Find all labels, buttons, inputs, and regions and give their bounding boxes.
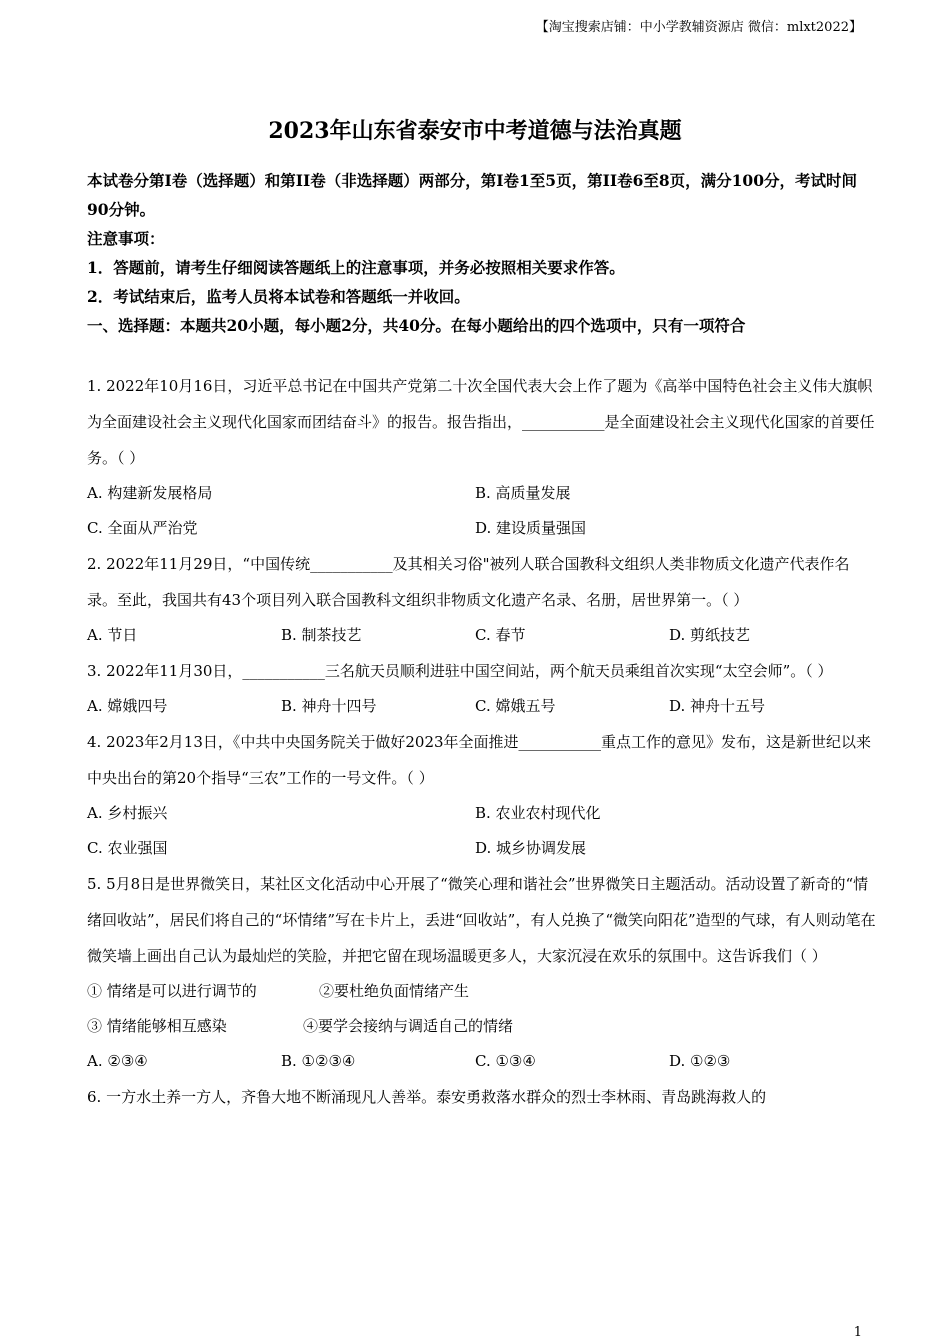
option-d: D. 神舟十五号 xyxy=(669,697,766,715)
question-1-stem: 1. 2022年10月16日，习近平总书记在中国共产党第二十次全国代表大会上作了题为《高举中国特色社会主义伟大旗帜为全面建设社会主义现代化国家而团结奋斗》的报告。报告指出，___________是全面建设社会主义现代化国家的首要任务。（ ） xyxy=(87,377,875,467)
option-a: A. 构建新发展格局 xyxy=(87,484,213,502)
question-4-options xyxy=(87,796,877,831)
statement-3: ③ 情绪能够相互感染 xyxy=(87,1017,227,1035)
notice-item-2: 2．考试结束后，监考人员将本试卷和答题纸一并收回。 xyxy=(87,287,470,306)
question-1-options xyxy=(87,476,877,511)
question-6-stem: 6. 一方水土养一方人，齐鲁大地不断涌现凡人善举。泰安勇救落水群众的烈士李林雨、青岛跳海救人的 xyxy=(87,1088,767,1106)
statement-4: ④要学会接纳与调适自己的情绪 xyxy=(303,1017,514,1035)
option-c: C. 全面从严治党 xyxy=(87,519,198,537)
page-title: 2023年山东省泰安市中考道德与法治真题 xyxy=(268,118,682,144)
question-5-statements xyxy=(87,1009,877,1044)
question-5-stem: 5. 5月8日是世界微笑日，某社区文化活动中心开展了“微笑心理和谐社会”世界微笑日主题活动。活动设置了新奇的“情绪回收站”，居民们将自己的“坏情绪”写在卡片上，丢进“回收站”，有人兑换了“微笑向阳花”造型的气球，有人则动笔在微笑墙上画出自己认为最灿烂的笑脸，并把它留在现场温暖更多人，大家沉浸在欢乐的氛围中。这告诉我们（ ） xyxy=(87,875,876,965)
statement-2: ②要杜绝负面情绪产生 xyxy=(319,982,470,1000)
question-list xyxy=(87,368,877,1115)
section-heading: 一、选择题：本题共20小题，每小题2分，共40分。在每小题给出的四个选项中，只有一项符合 xyxy=(87,316,746,335)
option-a: A. 乡村振兴 xyxy=(87,804,168,822)
exam-instructions xyxy=(87,166,862,340)
question-5-options xyxy=(87,1044,877,1079)
question-3-stem: 3. 2022年11月30日，___________三名航天员顺利进驻中国空间站，两个航天员乘组首次实现“太空会师”。（ ） xyxy=(87,662,833,680)
option-d: D. 城乡协调发展 xyxy=(475,839,587,857)
header-note: 【淘宝搜索店铺：中小学教辅资源店 微信：mlxt2022】 xyxy=(535,20,862,35)
option-b: B. 神舟十四号 xyxy=(281,697,377,715)
notice-item-1: 1．答题前，请考生仔细阅读答题纸上的注意事项，并务必按照相关要求作答。 xyxy=(87,258,625,277)
question-4-stem: 4. 2023年2月13日，《中共中央国务院关于做好2023年全面推进___________重点工作的意见》发布，这是新世纪以来中央出台的第20个指导“三农”工作的一号文件。（ ） xyxy=(87,733,872,787)
option-c: C. ①③④ xyxy=(475,1052,536,1070)
option-d: D. ①②③ xyxy=(669,1052,731,1070)
option-b: B. ①②③④ xyxy=(281,1052,356,1070)
question-2-stem: 2. 2022年11月29日，“中国传统___________及其相关习俗"被列人联合国教科文组织人类非物质文化遗产代表作名录。至此，我国共有43个项目列入联合国教科文组织非物质文化遗产名录、名册，居世界第一。（ ） xyxy=(87,555,850,609)
statement-1: ① 情绪是可以进行调节的 xyxy=(87,982,257,1000)
option-a: A. 嫦娥四号 xyxy=(87,697,168,715)
page-number: 1 xyxy=(853,1325,862,1340)
option-a: A. 节日 xyxy=(87,626,138,644)
option-b: B. 制茶技艺 xyxy=(281,626,362,644)
option-a: A. ②③④ xyxy=(87,1052,148,1070)
question-3-options xyxy=(87,689,877,724)
question-5-statements xyxy=(87,974,877,1009)
option-d: D. 剪纸技艺 xyxy=(669,626,751,644)
notice-heading: 注意事项： xyxy=(87,229,165,248)
option-c: C. 春节 xyxy=(475,626,526,644)
question-1-options xyxy=(87,511,877,546)
option-d: D. 建设质量强国 xyxy=(475,519,587,537)
intro-paragraph: 本试卷分第Ⅰ卷（选择题）和第II卷（非选择题）两部分，第I卷1至5页，第II卷6至8页，满分100分，考试时间90分钟。 xyxy=(87,171,858,219)
question-4-options xyxy=(87,831,877,866)
question-2-options xyxy=(87,618,877,653)
option-b: B. 农业农村现代化 xyxy=(475,804,601,822)
option-c: C. 嫦娥五号 xyxy=(475,697,556,715)
option-c: C. 农业强国 xyxy=(87,839,168,857)
option-b: B. 高质量发展 xyxy=(475,484,571,502)
